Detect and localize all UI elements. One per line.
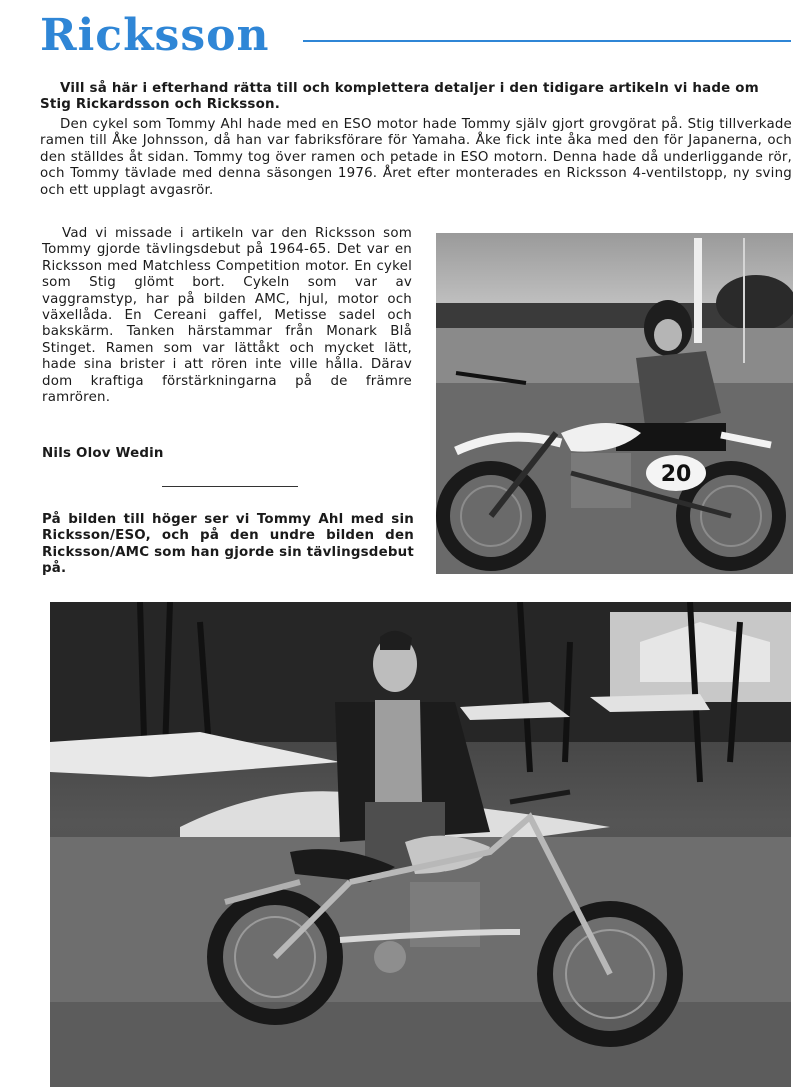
- photo-tommy-ahl-ricksson-eso: [436, 233, 793, 574]
- article-paragraph-2: Vad vi missade i artikeln var den Ricksson som Tommy gjorde tävlingsdebut på 1964-65. Det var en Ricksson med Matchless Competition motor. En cykel som Stig glömt bort. Cykeln som var av vaggramstyp, har på bilden AMC, hjul, motor och växellåda. En Cereani gaffel, Metisse sadel och bakskärm. Tanken härstammar från Monark Blå Stinget. Ramen som var lättåkt och mycket lätt, hade sina brister i att rören inte ville hålla. Därav dom kraftiga förstärkningarna på de främre ramrören.: [42, 226, 412, 406]
- section-divider: [162, 486, 298, 487]
- article-author: Nils Olov Wedin: [42, 446, 164, 461]
- article-title: Ricksson: [40, 10, 270, 61]
- article-lead: Vill så här i efterhand rätta till och komplettera detaljer i den tidigare artikeln vi hade om Stig Rickardsson och Ricksson.: [40, 81, 759, 113]
- title-rule: [303, 40, 791, 42]
- race-number: 20: [660, 462, 692, 487]
- photo-ricksson-amc: [50, 602, 791, 1087]
- photo-caption: På bilden till höger ser vi Tommy Ahl med sin Ricksson/ESO, och på den undre bilden den Ricksson/AMC som han gjorde sin tävlingsdebut på.: [42, 512, 414, 577]
- article-paragraph-1: Den cykel som Tommy Ahl hade med en ESO motor hade Tommy själv gjort grovgörat på. Stig tillverkade ramen till Åke Johnsson, då han var fabriksförare för Yamaha. Åke fick inte åka med den för Japanerna, och den ställdes åt sidan. Tommy tog över ramen och petade in ESO motorn. Denna hade då underliggande rör, och Tommy tävlade med denna säsongen 1976. Året efter monterades en Ricksson 4-ventilstopp, ny sving och ett upplagt avgasrör.: [40, 117, 792, 198]
